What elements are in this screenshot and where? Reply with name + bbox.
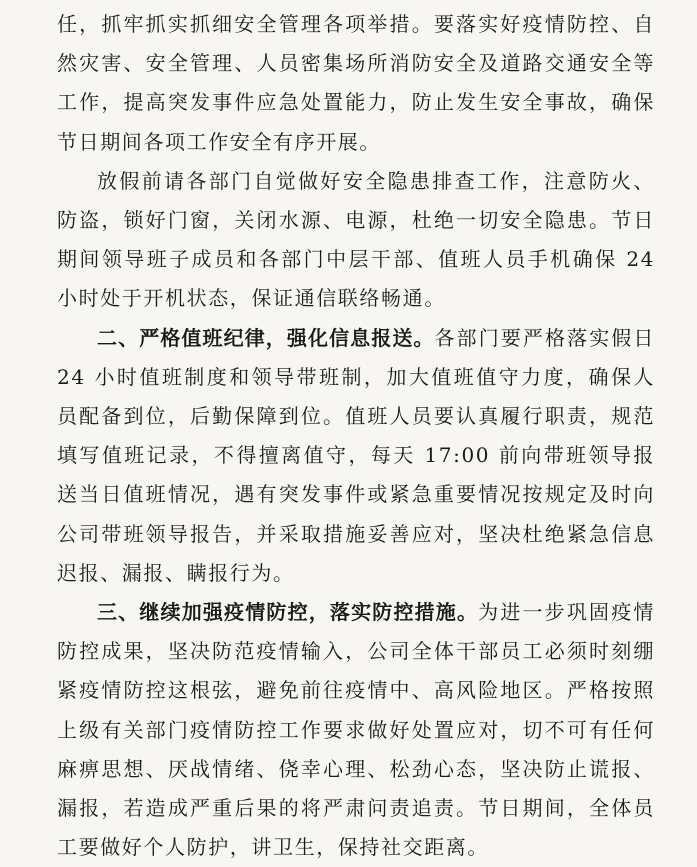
paragraph-epidemic-control bbox=[57, 593, 655, 867]
paragraph-safety-measures bbox=[57, 5, 655, 162]
section-heading-duty: 二、严格值班纪律，强化信息报送。 bbox=[97, 325, 435, 350]
paragraph-text: 为进一步巩固疫情防控成果，坚决防范疫情输入，公司全体干部员工必须时刻绷紧疫情防控这根弦，避免前往疫情中、高风险地区。严格按照上级有关部门疫情防控工作要求做好处置应对，切不可有任何麻痹思想、厌战情绪、侥幸心理、松劲心态，坚决防止谎报、漏报，若造成严重后果的将严肃问责追责。节日期间，全体员工要做好个人防护，讲卫生，保持社交距离。 bbox=[57, 600, 655, 860]
paragraph-hazard-inspection bbox=[57, 162, 655, 319]
section-heading-epidemic: 三、继续加强疫情防控，落实防控措施。 bbox=[97, 600, 479, 625]
paragraph-text: 任，抓牢抓实抓细安全管理各项举措。要落实好疫情防控、自然灾害、安全管理、人员密集场所消防安全及道路交通安全等工作，提高突发事件应急处置能力，防止发生安全事故，确保节日期间各项工作安全有序开展。 bbox=[57, 12, 655, 154]
paragraph-duty-discipline bbox=[57, 319, 655, 593]
paragraph-text: 各部门要严格落实假日 24 小时值班制度和领导带班制，加大值班值守力度，确保人员配备到位，后勤保障到位。值班人员要认真履行职责，规范填写值班记录，不得擅离值守，每天 17:00 前向带班领导报送当日值班情况，遇有突发事件或紧急重要情况按规定及时向公司带班领导报告，并采取措施妥善应对，坚决杜绝紧急信息迟报、漏报、瞒报行为。 bbox=[57, 325, 655, 585]
paragraph-text: 放假前请各部门自觉做好安全隐患排查工作，注意防火、防盗，锁好门窗，关闭水源、电源，杜绝一切安全隐患。节日期间领导班子成员和各部门中层干部、值班人员手机确保 24 小时处于开机状态，保证通信联络畅通。 bbox=[57, 168, 655, 311]
